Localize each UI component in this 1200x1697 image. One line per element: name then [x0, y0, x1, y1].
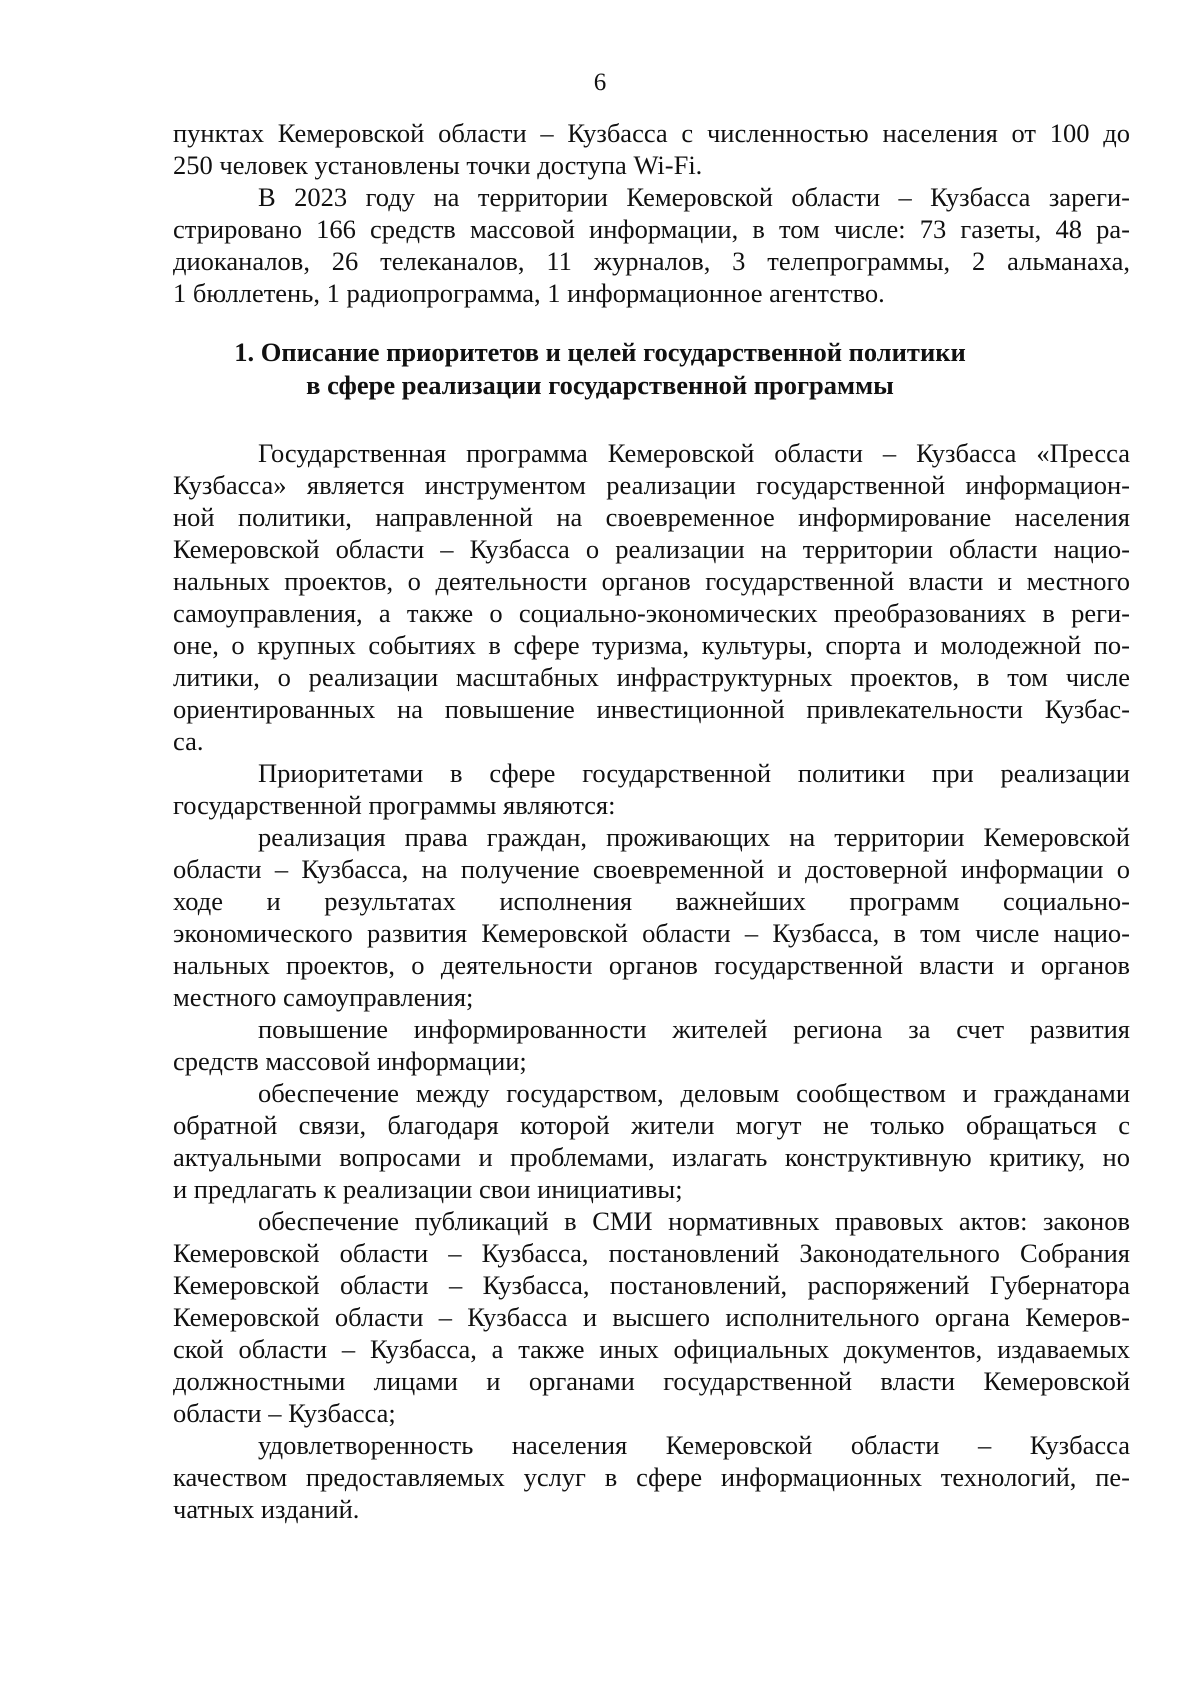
- text-line: обеспечение публикаций в СМИ нормативных правовых актов: законов: [258, 1206, 1130, 1236]
- text-line: 1 бюллетень, 1 радиопрограмма, 1 информационное агентство.: [173, 278, 885, 308]
- text-line: местного самоуправления;: [173, 982, 474, 1012]
- text-line: должностными лицами и органами государственной власти Кемеровской: [173, 1366, 1130, 1396]
- text-line: Кемеровской области – Кузбасса, постановлений Законодательного Собрания: [173, 1238, 1130, 1268]
- text-line: экономического развития Кемеровской области – Кузбасса, в том числе нацио-: [173, 918, 1130, 948]
- text-line: повышение информированности жителей региона за счет развития: [258, 1014, 1130, 1044]
- text-line: 250 человек установлены точки доступа Wi-Fi.: [173, 150, 703, 180]
- text-line: нальных проектов, о деятельности органов государственной власти и органов: [173, 950, 1130, 980]
- text-line: литики, о реализации масштабных инфраструктурных проектов, в том числе: [173, 662, 1130, 692]
- text-line: Кемеровской области – Кузбасса, постановлений, распоряжений Губернатора: [173, 1270, 1130, 1300]
- text-line: качеством предоставляемых услуг в сфере информационных технологий, пе-: [173, 1462, 1130, 1492]
- text-line: Кемеровской области – Кузбасса и высшего исполнительного органа Кемеров-: [173, 1302, 1130, 1332]
- text-line: ской области – Кузбасса, а также иных официальных документов, издаваемых: [173, 1334, 1130, 1364]
- text-line: средств массовой информации;: [173, 1046, 527, 1076]
- text-line: обеспечение между государством, деловым сообществом и гражданами: [258, 1078, 1130, 1108]
- heading-line: 1. Описание приоритетов и целей государственной политики: [234, 337, 966, 367]
- text-line: и предлагать к реализации свои инициативы;: [173, 1174, 683, 1204]
- text-line: В 2023 году на территории Кемеровской области – Кузбасса зареги-: [258, 182, 1130, 212]
- text-line: области – Кузбасса;: [173, 1398, 396, 1428]
- text-line: ной политики, направленной на своевременное информирование населения: [173, 502, 1130, 532]
- text-line: обратной связи, благодаря которой жители могут не только обращаться с: [173, 1110, 1130, 1140]
- text-line: Кузбасса» является инструментом реализации государственной информацион-: [173, 470, 1130, 500]
- text-line: самоуправления, а также о социально-экономических преобразованиях в реги-: [173, 598, 1130, 628]
- text-line: государственной программы являются:: [173, 790, 616, 820]
- text-line: оне, о крупных событиях в сфере туризма, культуры, спорта и молодежной по-: [173, 630, 1130, 660]
- text-line: Кемеровской области – Кузбасса о реализации на территории области нацио-: [173, 534, 1130, 564]
- text-line: ходе и результатах исполнения важнейших программ социально-: [173, 886, 1130, 916]
- text-line: удовлетворенность населения Кемеровской области – Кузбасса: [258, 1430, 1130, 1460]
- text-line: стрировано 166 средств массовой информации, в том числе: 73 газеты, 48 ра-: [173, 214, 1130, 244]
- text-line: нальных проектов, о деятельности органов государственной власти и местного: [173, 566, 1130, 596]
- text-line: са.: [173, 726, 204, 756]
- text-line: диоканалов, 26 телеканалов, 11 журналов, 3 телепрограммы, 2 альманаха,: [173, 246, 1130, 276]
- text-line: Приоритетами в сфере государственной политики при реализации: [258, 758, 1130, 788]
- text-line: области – Кузбасса, на получение своевременной и достоверной информации о: [173, 854, 1130, 884]
- text-line: чатных изданий.: [173, 1494, 360, 1524]
- heading-line: в сфере реализации государственной программы: [306, 370, 894, 400]
- text-line: реализация права граждан, проживающих на территории Кемеровской: [258, 822, 1130, 852]
- page-number: 6: [593, 69, 607, 96]
- text-line: Государственная программа Кемеровской области – Кузбасса «Пресса: [258, 438, 1130, 468]
- text-line: актуальными вопросами и проблемами, излагать конструктивную критику, но: [173, 1142, 1130, 1172]
- text-line: ориентированных на повышение инвестиционной привлекательности Кузбас-: [173, 694, 1130, 724]
- text-line: пунктах Кемеровской области – Кузбасса с численностью населения от 100 до: [173, 118, 1130, 148]
